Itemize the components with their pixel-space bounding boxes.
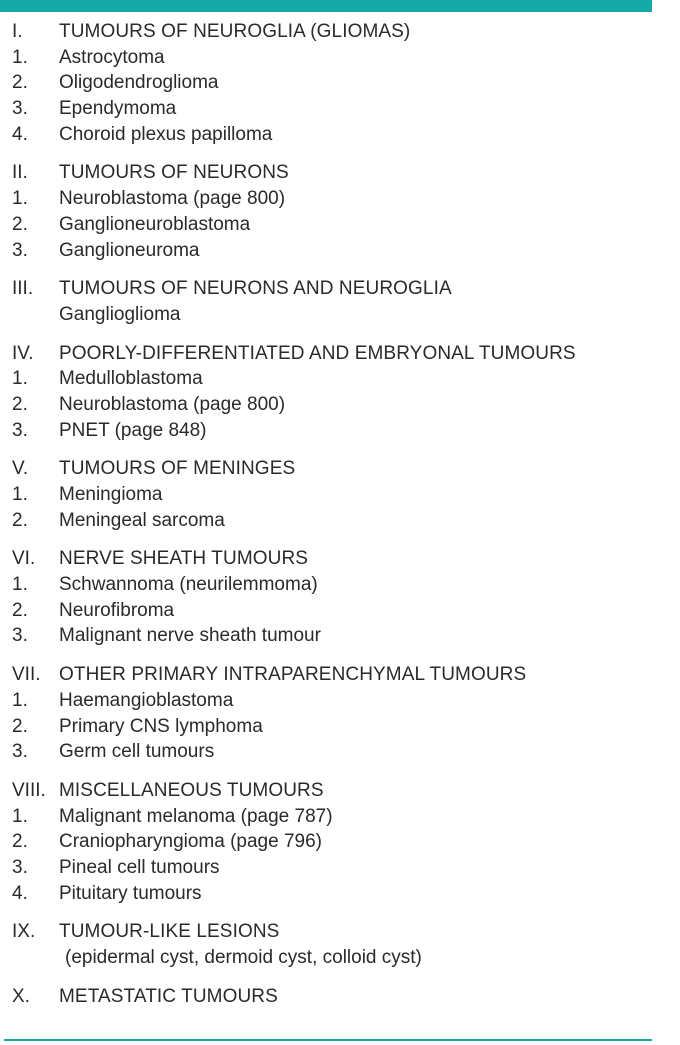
list-item [12, 366, 662, 392]
section-heading [12, 662, 662, 688]
section-numeral: I. [12, 21, 23, 42]
section-embryonal [12, 341, 662, 444]
item-text: Meningeal sarcoma [59, 509, 225, 531]
section-numeral: II. [12, 162, 28, 184]
item-number: 3. [12, 741, 28, 763]
item-text: Haemangioblastoma [59, 689, 234, 711]
item-number: 4. [12, 882, 28, 904]
section-title: TUMOURS OF NEURONS AND NEUROGLIA [59, 278, 452, 300]
item-number: 1. [12, 689, 28, 711]
header-accent-bar [0, 0, 652, 12]
section-numeral: IV. [12, 342, 34, 364]
list-item [12, 714, 662, 740]
list-item [12, 598, 662, 624]
section-heading [12, 919, 662, 945]
section-tumour-like-lesions [12, 919, 662, 970]
item-text: Neuroblastoma (page 800) [59, 188, 286, 210]
item-number: 1. [12, 805, 28, 827]
section-title: TUMOURS OF NEUROGLIA (GLIOMAS) [59, 21, 411, 42]
list-item [12, 238, 662, 264]
item-number: 3. [12, 419, 28, 441]
list-item [12, 482, 662, 508]
section-metastatic [12, 984, 662, 1010]
item-text: Ependymoma [59, 98, 177, 120]
list-item [12, 508, 662, 534]
list-item [12, 70, 662, 96]
item-number: 1. [12, 46, 28, 68]
list-item [12, 855, 662, 881]
item-text: Craniopharyngioma (page 796) [59, 831, 322, 853]
section-numeral: III. [12, 278, 34, 300]
section-neuroglia [12, 19, 662, 147]
list-item [12, 45, 662, 71]
list-item [12, 212, 662, 238]
item-text: Choroid plexus papilloma [59, 123, 273, 145]
item-number: 2. [12, 831, 28, 853]
list-item [12, 829, 662, 855]
item-number: 2. [12, 393, 28, 415]
item-text: Astrocytoma [59, 46, 165, 68]
list-item [12, 96, 662, 122]
item-text: Neuroblastoma (page 800) [59, 393, 286, 415]
item-text: PNET (page 848) [59, 419, 207, 441]
list-item [12, 881, 662, 907]
item-number: 2. [12, 599, 28, 621]
item-number: 3. [12, 625, 28, 647]
section-title: TUMOURS OF NEURONS [59, 162, 289, 184]
section-note-row [12, 945, 662, 971]
section-heading [12, 341, 662, 367]
item-text: Germ cell tumours [59, 741, 215, 763]
item-text: Primary CNS lymphoma [59, 715, 263, 737]
section-title: POORLY-DIFFERENTIATED AND EMBRYONAL TUMOURS [59, 342, 576, 364]
section-numeral: V. [12, 458, 29, 480]
item-number: 3. [12, 856, 28, 878]
section-numeral: VII. [12, 664, 41, 686]
section-title: NERVE SHEATH TUMOURS [59, 548, 309, 570]
list-item [12, 572, 662, 598]
section-miscellaneous [12, 778, 662, 906]
list-item [12, 418, 662, 444]
item-text: Pineal cell tumours [59, 856, 220, 878]
item-number: 2. [12, 72, 28, 94]
item-text: Oligodendroglioma [59, 72, 219, 94]
item-text: Meningioma [59, 484, 163, 505]
item-number: 1. [12, 188, 28, 210]
section-heading [12, 546, 662, 572]
item-text: Medulloblastoma [59, 368, 203, 390]
section-title: OTHER PRIMARY INTRAPARENCHYMAL TUMOURS [59, 664, 527, 686]
section-subtitle: Ganglioglioma [59, 303, 181, 325]
item-number: 1. [12, 368, 28, 390]
footer-divider [4, 1039, 652, 1041]
section-numeral: X. [12, 985, 30, 1007]
list-item [12, 392, 662, 418]
item-number: 2. [12, 213, 28, 235]
section-title: TUMOUR-LIKE LESIONS [59, 921, 280, 943]
item-text: Malignant melanoma (page 787) [59, 805, 333, 827]
list-item [12, 186, 662, 212]
item-text: Pituitary tumours [59, 882, 202, 904]
section-numeral: IX. [12, 921, 36, 943]
list-item [12, 804, 662, 830]
item-text: Ganglioneuroma [59, 239, 200, 261]
section-heading [12, 984, 662, 1010]
section-heading [12, 276, 662, 302]
section-heading [12, 778, 662, 804]
item-number: 4. [12, 123, 28, 145]
section-meninges [12, 456, 662, 533]
tumour-classification-list [12, 19, 662, 1022]
section-nerve-sheath [12, 546, 662, 649]
section-title: TUMOURS OF MENINGES [59, 458, 296, 480]
section-heading [12, 19, 662, 45]
section-neurons [12, 160, 662, 263]
item-text: Neurofibroma [59, 599, 175, 621]
item-text: Schwannoma (neurilemmoma) [59, 574, 318, 596]
section-title: METASTATIC TUMOURS [59, 985, 278, 1007]
section-heading [12, 456, 662, 482]
section-heading [12, 160, 662, 186]
section-intraparenchymal [12, 662, 662, 765]
section-title: MISCELLANEOUS TUMOURS [59, 779, 324, 801]
list-item [12, 623, 662, 649]
item-text: Ganglioneuroblastoma [59, 213, 251, 235]
section-neurons-and-neuroglia [12, 276, 662, 327]
section-numeral: VIII. [12, 779, 46, 801]
list-item [12, 688, 662, 714]
section-numeral: VI. [12, 548, 36, 570]
item-number: 3. [12, 239, 28, 261]
section-subtitle-row [12, 302, 662, 328]
item-number: 2. [12, 715, 28, 737]
item-number: 2. [12, 509, 28, 531]
list-item [12, 122, 662, 148]
item-number: 1. [12, 574, 28, 596]
section-note: (epidermal cyst, dermoid cyst, colloid cyst) [65, 947, 422, 968]
item-number: 3. [12, 98, 28, 120]
list-item [12, 739, 662, 765]
item-number: 1. [12, 484, 28, 505]
item-text: Malignant nerve sheath tumour [59, 625, 321, 647]
